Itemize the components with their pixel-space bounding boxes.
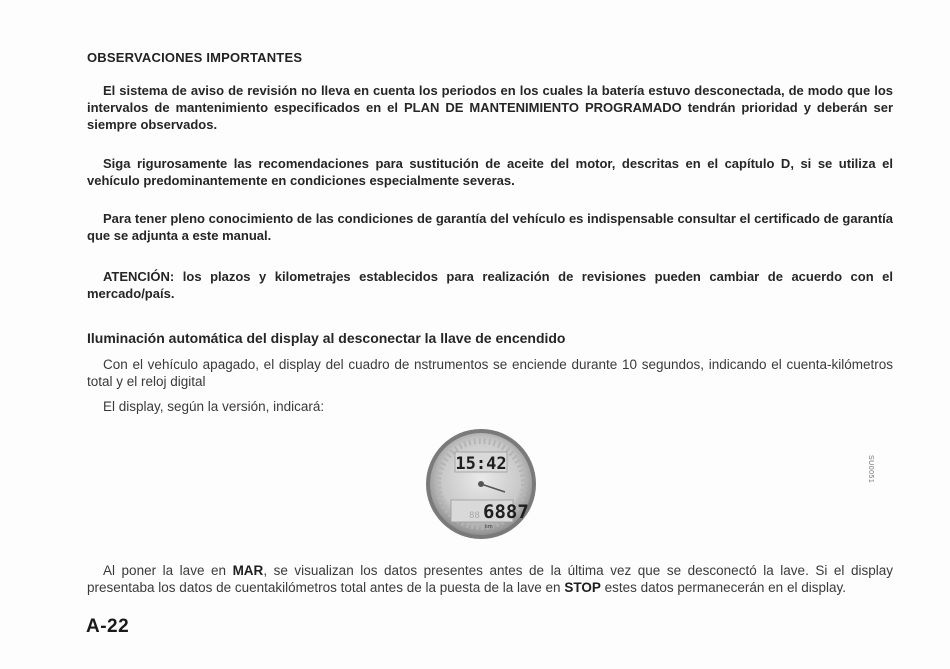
paragraph-service-warning: El sistema de aviso de revisión no lleva en cuenta los periodos en los cuales la batería estuvo desconectada, de modo que los intervalos de mantenimiento especificados en el PLAN DE MANTENIMIENTO PROGRAMADO tendrán prioridad y deberán ser siempre observados. (87, 83, 893, 132)
page-number: A-22 (86, 616, 130, 637)
odometer-ghost-digits: 88 (469, 511, 480, 521)
body-text-key-behavior: Al poner la lave en MAR, se visualizan los datos presentes antes de la última vez que se desconectó la lave. Si el display presentaba los datos de cuentakilómetros total antes de la puesta de la lave en STOP estes datos permanecerán en el display. (87, 563, 893, 595)
instrument-display-illustration (425, 428, 537, 540)
key-position-mar: MAR (232, 563, 264, 578)
odometer-unit: km (485, 524, 493, 530)
body-text-display-intro: El display, según la versión, indicará: (103, 399, 325, 414)
paragraph-warranty: Para tener pleno conocimiento de las condiciones de garantía del vehículo es indispensable consultar el certificado de garantía que se adjunta a este manual. (87, 211, 893, 243)
section-heading: OBSERVACIONES IMPORTANTES (87, 50, 303, 65)
figure-id: SU0051 (867, 455, 874, 484)
needle-hub (478, 481, 484, 487)
clock-readout: 15:42 (455, 454, 507, 474)
subsection-heading: Iluminación automática del display al desconectar la llave de encendido (87, 330, 566, 346)
odometer-readout: 6887 (483, 501, 529, 523)
key-position-stop: STOP (564, 580, 601, 595)
body-text-display-description: Con el vehículo apagado, el display del cuadro de nstrumentos se enciende durante 10 segundos, indicando el cuenta-kilómetros total y el reloj digital (87, 357, 893, 389)
paragraph-attention: ATENCIÓN: los plazos y kilometrajes establecidos para realización de revisiones pueden cambiar de acuerdo con el mercado/país. (87, 269, 893, 301)
paragraph-oil-change: Siga rigurosamente las recomendaciones para sustitución de aceite del motor, descritas en el capítulo D, si se utiliza el vehículo predominantemente en condiciones especialmente severas. (87, 156, 893, 188)
